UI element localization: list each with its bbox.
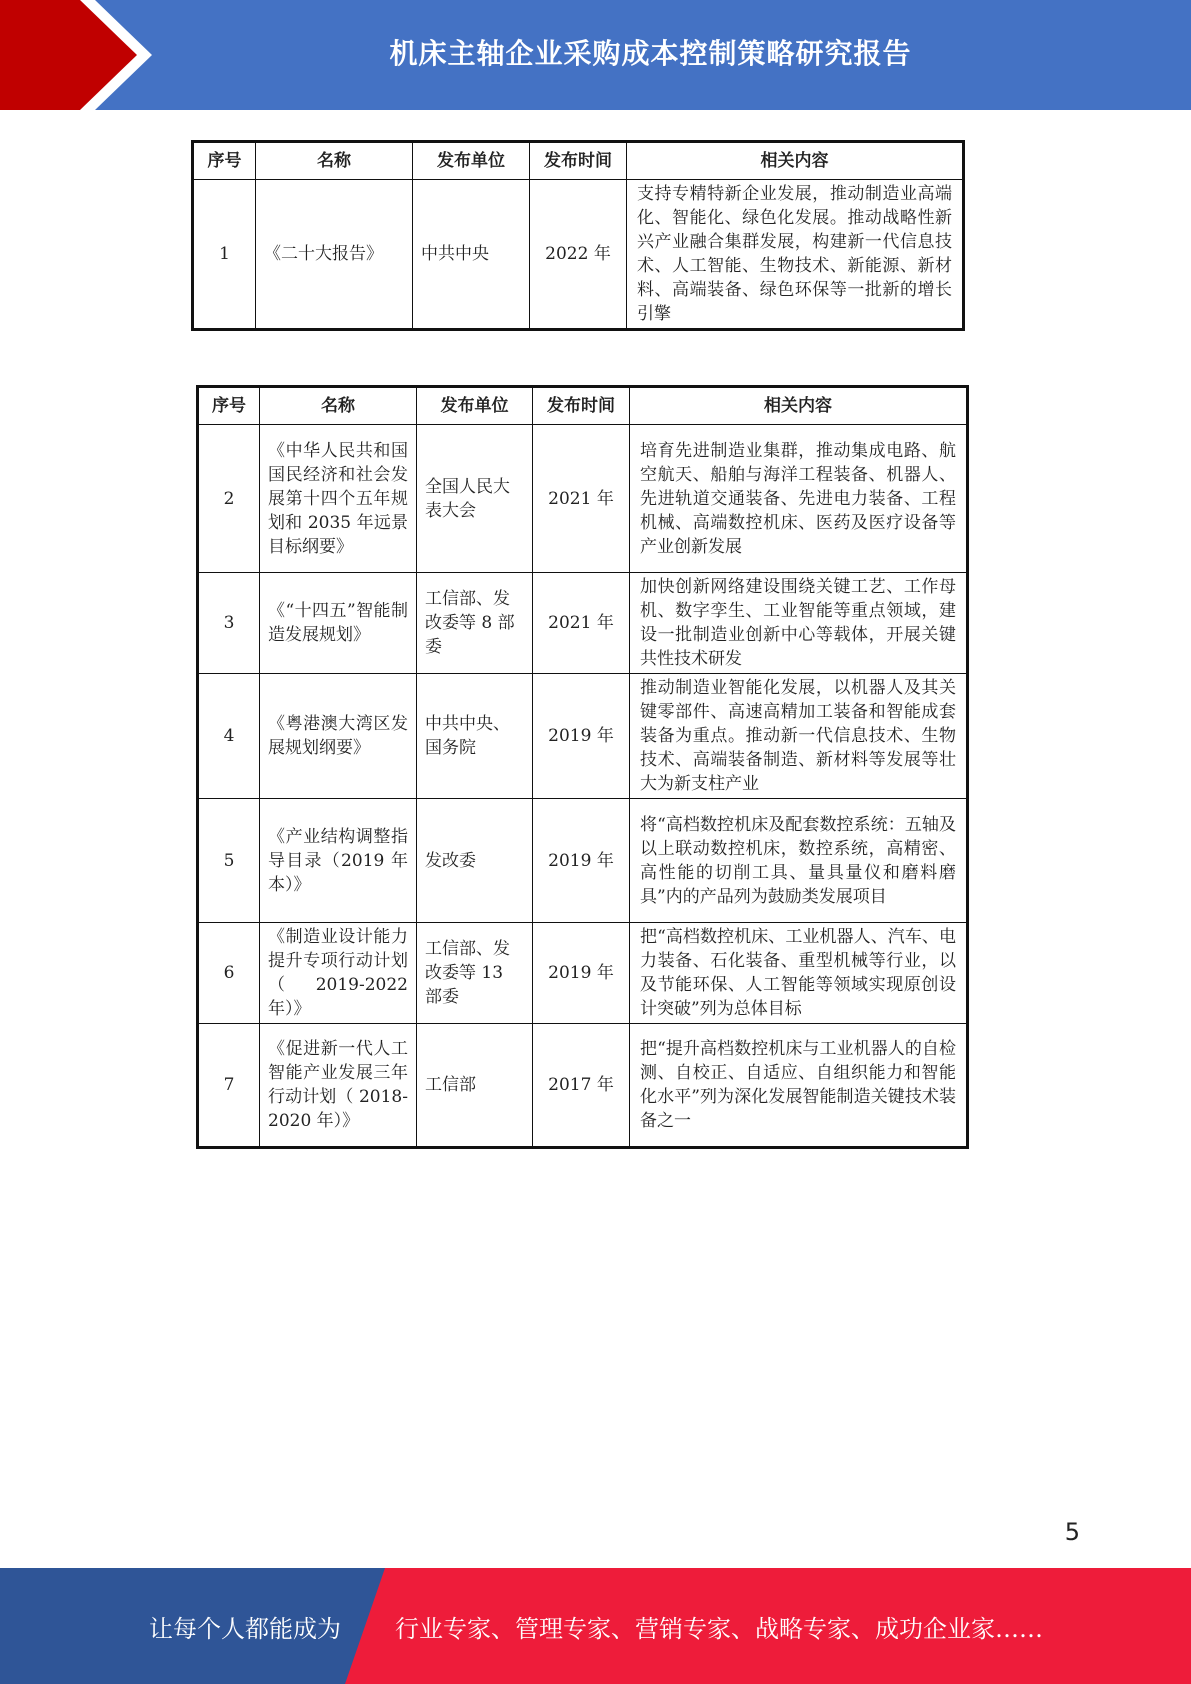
table-header-row (193, 142, 964, 180)
header-cell-date: 发布时间 (530, 142, 627, 180)
publisher: 中共中央 (413, 180, 530, 330)
table-row (198, 674, 968, 799)
related-content: 把“提升高档数控机床与工业机器人的自检测、自校正、自适应、自组织能力和智能化水平”列为深化发展智能制造关键技术装备之一 (630, 1024, 968, 1148)
related-content: 培育先进制造业集群，推动集成电路、航空航天、船舶与海洋工程装备、机器人、先进轨道交通装备、先进电力装备、工程机械、高端数控机床、医药及医疗设备等产业创新发展 (630, 425, 968, 573)
table-row (198, 799, 968, 923)
row-number: 7 (198, 1024, 260, 1148)
policy-name: 《“十四五”智能制造发展规划》 (260, 573, 417, 674)
row-number: 3 (198, 573, 260, 674)
header-cell-content: 相关内容 (630, 387, 968, 425)
publisher: 中共中央、国务院 (417, 674, 533, 799)
publisher: 工信部、发改委等 8 部委 (417, 573, 533, 674)
publish-date: 2017 年 (533, 1024, 630, 1148)
related-content: 支持专精特新企业发展，推动制造业高端化、智能化、绿色化发展。推动战略性新兴产业融合集群发展，构建新一代信息技术、人工智能、生物技术、新能源、新材料、高端装备、绿色环保等一批新的增长引擎 (627, 180, 964, 330)
policy-name: 《中华人民共和国国民经济和社会发展第十四个五年规划和 2035 年远景目标纲要》 (260, 425, 417, 573)
publisher: 工信部 (417, 1024, 533, 1148)
header-cell-number: 序号 (198, 387, 260, 425)
header-cell-date: 发布时间 (533, 387, 630, 425)
publisher: 发改委 (417, 799, 533, 923)
table-row (198, 923, 968, 1024)
header-cell-number: 序号 (193, 142, 256, 180)
row-number: 5 (198, 799, 260, 923)
footer-slogan-right: 行业专家、管理专家、营销专家、战略专家、成功企业家…… (395, 1614, 1043, 1643)
header-red-chevron (0, 0, 137, 110)
header-cell-publisher: 发布单位 (417, 387, 533, 425)
publisher: 工信部、发改委等 13 部委 (417, 923, 533, 1024)
row-number: 4 (198, 674, 260, 799)
related-content: 将“高档数控机床及配套数控系统：五轴及以上联动数控机床，数控系统，高精密、高性能的切削工具、量具量仪和磨料磨具”内的产品列为鼓励类发展项目 (630, 799, 968, 923)
table-row (198, 573, 968, 674)
policy-name: 《产业结构调整指导目录（2019 年本）》 (260, 799, 417, 923)
publish-date: 2019 年 (533, 799, 630, 923)
related-content: 加快创新网络建设围绕关键工艺、工作母机、数字孪生、工业智能等重点领域，建设一批制造业创新中心等载体，开展关键共性技术研发 (630, 573, 968, 674)
publish-date: 2022 年 (530, 180, 627, 330)
policy-table-1 (191, 140, 965, 331)
page-header (0, 0, 1191, 110)
publish-date: 2021 年 (533, 425, 630, 573)
publish-date: 2021 年 (533, 573, 630, 674)
header-cell-publisher: 发布单位 (413, 142, 530, 180)
report-title: 机床主轴企业采购成本控制策略研究报告 (389, 37, 912, 70)
table-row (198, 425, 968, 573)
header-cell-name: 名称 (256, 142, 413, 180)
footer-slogan-left: 让每个人都能成为 (149, 1614, 341, 1643)
publisher: 全国人民大表大会 (417, 425, 533, 573)
row-number: 1 (193, 180, 256, 330)
policy-name: 《促进新一代人工智能产业发展三年行动计划（ 2018-2020 年）》 (260, 1024, 417, 1148)
policy-name: 《制造业设计能力提升专项行动计划（2019-2022 年）》 (260, 923, 417, 1024)
table-header-row (198, 387, 968, 425)
page-number: 5 (1064, 1518, 1080, 1546)
header-cell-content: 相关内容 (627, 142, 964, 180)
header-cell-name: 名称 (260, 387, 417, 425)
table-row (198, 1024, 968, 1148)
table-row (193, 180, 964, 330)
policy-name: 《粤港澳大湾区发展规划纲要》 (260, 674, 417, 799)
policy-table-2 (196, 385, 969, 1149)
publish-date: 2019 年 (533, 674, 630, 799)
row-number: 6 (198, 923, 260, 1024)
related-content: 推动制造业智能化发展，以机器人及其关键零部件、高速高精加工装备和智能成套装备为重点。推动新一代信息技术、生物技术、高端装备制造、新材料等发展等壮大为新支柱产业 (630, 674, 968, 799)
publish-date: 2019 年 (533, 923, 630, 1024)
row-number: 2 (198, 425, 260, 573)
page-footer (0, 1568, 1191, 1684)
related-content: 把“高档数控机床、工业机器人、汽车、电力装备、石化装备、重型机械等行业，以及节能环保、人工智能等领域实现原创设计突破”列为总体目标 (630, 923, 968, 1024)
policy-name: 《二十大报告》 (256, 180, 413, 330)
